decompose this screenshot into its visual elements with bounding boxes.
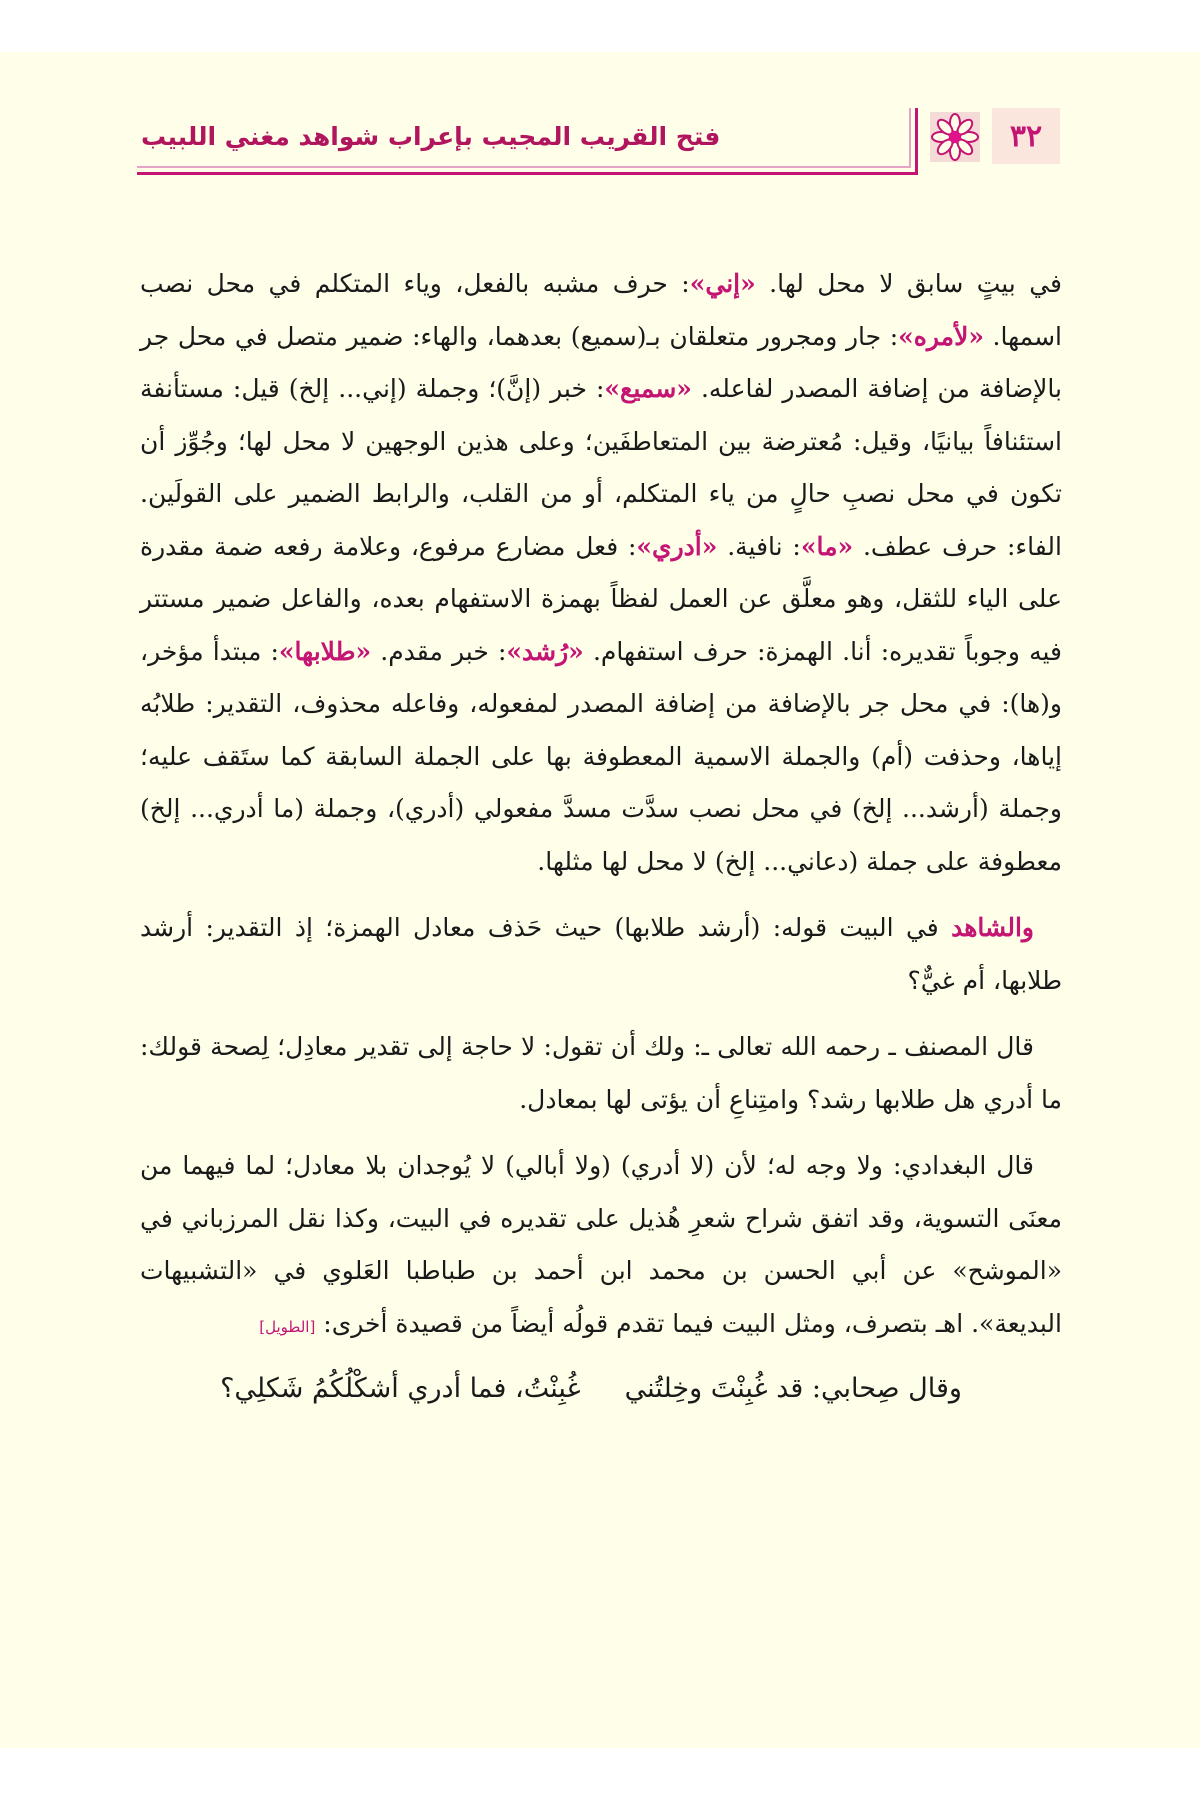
irab-text: : حرف مشبه بالفعل، وياء المتكلم في محل نصب اسمها. [140,269,1062,351]
irab-text: : فعل مضارع مرفوع، وعلامة رفعه ضمة مقدرة على الياء للثقل، وهو معلَّق عن العمل لفظاً بهمزة الاستفهام بعده، والفاعل ضمير مستتر فيه وجوباً تقديره: أنا. الهمزة: حرف استفهام. [140,531,1062,666]
irab-text: في بيتٍ سابق لا محل لها. [755,269,1062,298]
irab-keyword: «سميع» [604,374,692,403]
shahid-text: في البيت قوله: (أرشد طلابها) حيث حَذف معادل الهمزة؛ إذ التقدير: أرشد طلابها، أم غيٌّ؟ [140,913,1062,995]
verse-second-hemistich: غُبِنْتُ، فما أدري أشكْلُكُمُ شَكلِي؟ [220,1373,581,1404]
page-header [140,108,1060,178]
star-flower-ornament-icon [930,112,980,162]
page-number: ٣٢ [992,108,1060,164]
poem-meter-label: [الطويل] [259,1317,316,1336]
paragraph-irab [140,258,1062,888]
irab-keyword: «إني» [689,269,756,298]
irab-text: : خبر مقدم. [371,636,507,666]
irab-keyword: «طلابها» [278,636,372,666]
verse-first-hemistich: وقال صِحابي: قد غُبِنْتَ وخِلتُني [624,1373,962,1404]
shahid-label: والشاهد [951,913,1034,942]
irab-text: : خبر (إنَّ)؛ وجملة (إني... إلخ) قيل: مستأنفة استئنافاً بيانيًا، وقيل: مُعترضة بين المتعاطفَين؛ وعلى هذين الوجهين لا محل لها؛ وجُوِّز أن تكون في محل نصبِ حالٍ من ياء المتكلم، أو من القلب، والرابط الضمير على القولَين. الفاء: حرف عطف. [140,374,1062,561]
page-body [140,258,1062,1416]
baghdadi-text: قال البغدادي: ولا وجه له؛ لأن (لا أدري) (ولا أبالي) لا يُوجدان بلا معادل؛ لما فيهما من معنَى التسوية، وقد اتفق شراح شعرِ هُذيل على تقديره في البيت، وكذا نقل المرزباني في «الموشح» عن أبي الحسن بن محمد ابن أحمد بن طباطبا العَلوي في «التشبيهات البديعة». اهـ بتصرف، ومثل البيت فيما تقدم قولُه أيضاً من قصيدة أخرى: [140,1151,1062,1338]
irab-text: : نافية. [717,531,801,561]
paragraph-shahid [140,902,1062,1007]
irab-text: : جار ومجرور متعلقان بـ(سميع) بعدهما، والهاء: ضمير متصل في محل جر بالإضافة من إضافة المصدر لفاعله. [140,321,1063,403]
header-rule [137,108,918,175]
paragraph-baghdadi [140,1140,1062,1353]
irab-text: : مبتدأ مؤخر، و(ها): في محل جر بالإضافة من إضافة المصدر لمفعوله، وفاعله محذوف، التقدير: طلابُه إياها، وحذفت (أم) والجملة الاسمية المعطوفة بها على الجملة السابقة كما ستَقف عليه؛ وجملة (أرشد... إلخ) في محل نصب سدَّت مسدَّ مفعولي (أدري)، وجملة (ما أدري... إلخ) معطوفة على جملة (دعاني... إلخ) لا محل لها مثلها. [140,636,1062,876]
paragraph-author-quote: قال المصنف ـ رحمه الله تعالى ـ: ولك أن تقول: لا حاجة إلى تقدير معادِل؛ لِصحة قولك: ما أدري هل طلابها رشد؟ وامتِناعِ أن يؤتى لها بمعادل. [140,1032,1062,1114]
book-title: فتح القريب المجيب بإعراب شواهد مغني اللبيب [141,122,721,151]
poem-verse [140,1363,1062,1416]
irab-keyword: «رُشد» [506,636,584,666]
irab-keyword: «لأمره» [898,321,984,351]
irab-keyword: «ما» [800,531,854,561]
irab-keyword: «أدري» [636,531,718,561]
